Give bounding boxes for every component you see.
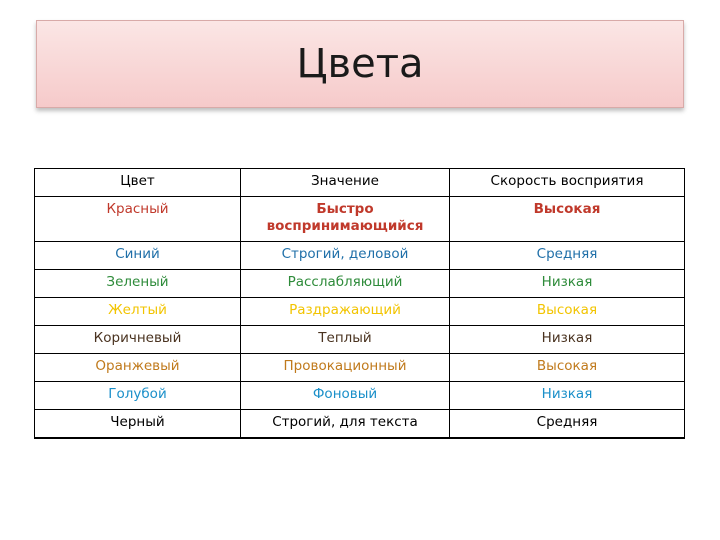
header-speed: Скорость восприятия (450, 169, 685, 197)
table-header-row (35, 169, 685, 197)
cell-speed: Средняя (450, 242, 685, 270)
table-row-red (35, 197, 685, 242)
cell-meaning: Расслабляющий (241, 270, 450, 298)
cell-meaning: Провокационный (241, 354, 450, 382)
cell-color: Коричневый (35, 326, 241, 354)
cell-speed: Низкая (450, 326, 685, 354)
cell-meaning: Фоновый (241, 382, 450, 410)
cell-speed: Средняя (450, 410, 685, 439)
cell-speed: Высокая (450, 354, 685, 382)
cell-color: Желтый (35, 298, 241, 326)
cell-color: Черный (35, 410, 241, 439)
cell-meaning: Строгий, для текста (241, 410, 450, 439)
cell-meaning: Быстро воспринимающийся (241, 197, 450, 242)
cell-meaning: Строгий, деловой (241, 242, 450, 270)
cell-speed: Низкая (450, 270, 685, 298)
table-row-green (35, 270, 685, 298)
cell-color: Оранжевый (35, 354, 241, 382)
cell-speed: Высокая (450, 197, 685, 242)
table-row-orange (35, 354, 685, 382)
page-title: Цвета (296, 41, 424, 87)
cell-meaning: Теплый (241, 326, 450, 354)
cell-color: Зеленый (35, 270, 241, 298)
table-row-brown (35, 326, 685, 354)
cell-speed: Низкая (450, 382, 685, 410)
header-meaning: Значение (241, 169, 450, 197)
table-row-black (35, 410, 685, 439)
cell-meaning: Раздражающий (241, 298, 450, 326)
cell-color: Красный (35, 197, 241, 242)
color-meaning-table (34, 168, 685, 439)
cell-color: Голубой (35, 382, 241, 410)
table-row-yellow (35, 298, 685, 326)
cell-speed: Высокая (450, 298, 685, 326)
title-banner (36, 20, 684, 108)
table-row-lightblue (35, 382, 685, 410)
header-color: Цвет (35, 169, 241, 197)
table-row-blue (35, 242, 685, 270)
cell-color: Синий (35, 242, 241, 270)
